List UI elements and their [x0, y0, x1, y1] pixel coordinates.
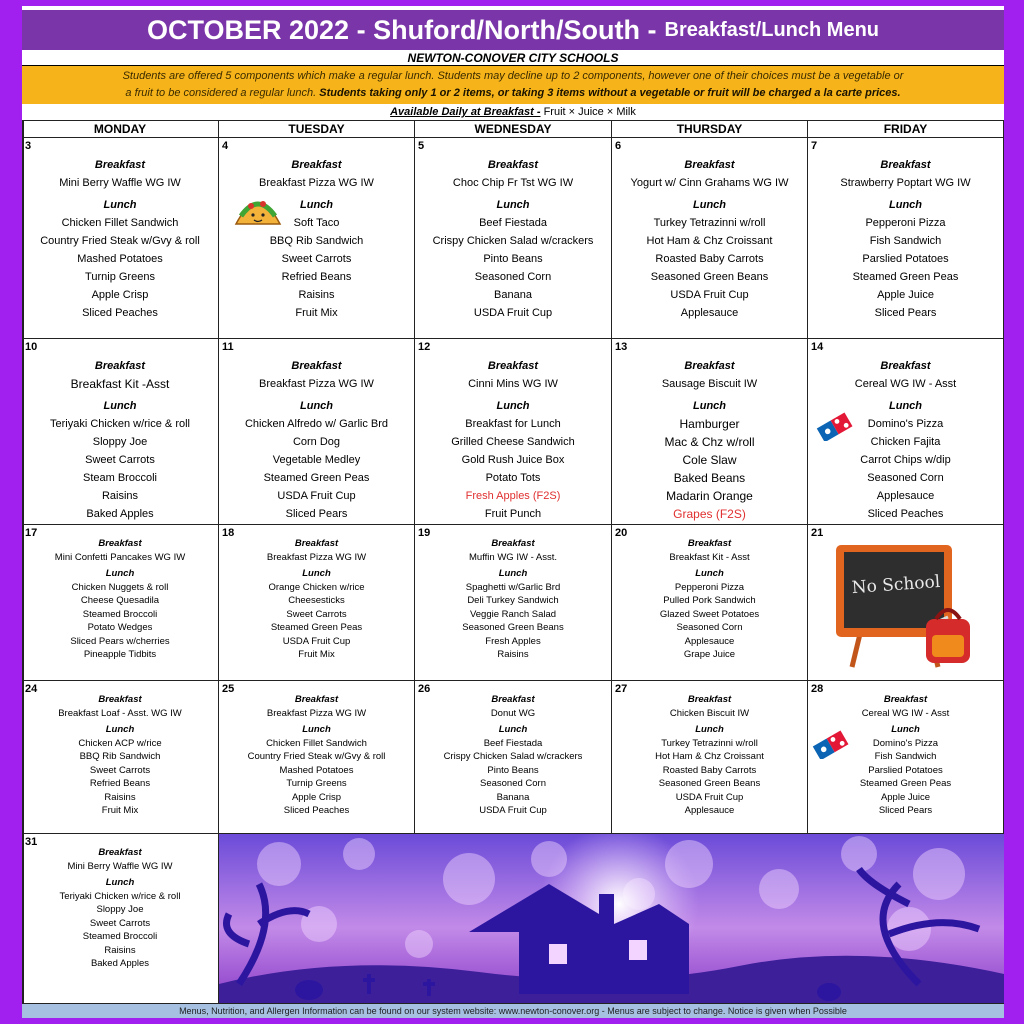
lunch-item: Gold Rush Juice Box — [461, 454, 565, 466]
breakfast-item: Breakfast Loaf - Asst. WG IW — [58, 707, 182, 719]
lunch-item: Pepperoni Pizza — [674, 581, 745, 593]
lunch-item: Chicken ACP w/rice — [78, 737, 162, 749]
lunch-item: Chicken Alfredo w/ Garlic Brd — [244, 418, 389, 430]
lunch-item: Veggie Ranch Salad — [469, 608, 557, 620]
lunch-item: Cheese Quesadila — [80, 595, 160, 606]
breakfast-item: Mini Confetti Pancakes WG IW — [54, 551, 186, 563]
lunch-label: Lunch — [300, 199, 333, 211]
breakfast-item: Breakfast Kit - Asst — [669, 551, 750, 563]
lunch-item: Sloppy Joe — [96, 904, 144, 915]
daily-items: Fruit × Juice × Milk — [543, 106, 636, 118]
day-menu — [219, 537, 414, 662]
lunch-item: Domino's Pizza — [872, 737, 939, 749]
day-cell — [808, 525, 1004, 681]
lunch-item: Glazed Sweet Potatoes — [659, 608, 760, 620]
lunch-item: Country Fried Steak w/Gvy & roll — [40, 235, 200, 247]
lunch-label: Lunch — [889, 400, 922, 412]
day-header-monday: MONDAY — [22, 120, 219, 138]
breakfast-item: Breakfast Pizza WG IW — [259, 177, 374, 189]
lunch-item: Sliced Pears — [874, 307, 937, 319]
lunch-label: Lunch — [498, 724, 528, 735]
lunch-item: Roasted Baby Carrots — [662, 764, 757, 776]
day-menu — [219, 693, 414, 818]
lunch-item: Sliced Peaches — [867, 508, 944, 520]
lunch-item: Cheesesticks — [288, 595, 345, 606]
dominos-logo-icon — [810, 729, 852, 759]
lunch-item: Pepperoni Pizza — [865, 217, 946, 229]
lunch-item: Mashed Potatoes — [279, 764, 354, 776]
day-number: 27 — [615, 683, 628, 695]
day-menu — [219, 156, 414, 322]
day-header-wednesday: WEDNESDAY — [415, 120, 612, 138]
lunch-label: Lunch — [889, 199, 922, 211]
day-cell — [415, 525, 612, 681]
day-menu — [612, 693, 807, 818]
day-number: 25 — [222, 683, 235, 695]
breakfast-label: Breakfast — [94, 159, 146, 171]
day-number: 13 — [615, 341, 628, 353]
breakfast-item: Mini Berry Waffle WG IW — [67, 860, 173, 872]
lunch-item: Banana — [496, 791, 530, 803]
lunch-item: Baked Beans — [673, 471, 746, 485]
lunch-item: BBQ Rib Sandwich — [269, 235, 364, 247]
day-cell — [415, 681, 612, 834]
lunch-item: Parslied Potatoes — [868, 764, 943, 776]
day-cell — [808, 138, 1004, 339]
lunch-item: Baked Apples — [86, 508, 154, 520]
day-number: 19 — [418, 527, 431, 539]
lunch-item: Sliced Peaches — [82, 307, 158, 319]
day-menu — [415, 537, 611, 662]
lunch-item: Crispy Chicken Salad w/crackers — [432, 235, 594, 247]
lunch-item: Steamed Green Peas — [859, 778, 952, 789]
lunch-item: Country Fried Steak w/Gvy & roll — [247, 751, 386, 762]
lunch-item: Applesauce — [876, 490, 935, 502]
lunch-item: Soft Taco — [293, 217, 340, 229]
lunch-item: Turkey Tetrazinni w/roll — [661, 737, 758, 749]
lunch-item: USDA Fruit Cup — [479, 805, 547, 816]
breakfast-item: Choc Chip Fr Tst WG IW — [452, 177, 574, 189]
day-cell — [415, 138, 612, 339]
lunch-item: Grilled Cheese Sandwich — [451, 436, 575, 448]
lunch-item: Raisins — [101, 490, 139, 502]
lunch-item: Apple Juice — [877, 289, 934, 301]
breakfast-item: Breakfast Pizza WG IW — [259, 378, 374, 390]
breakfast-label: Breakfast — [491, 694, 535, 705]
lunch-item: Beef Fiestada — [479, 217, 547, 229]
lunch-item: Mac & Chz w/roll — [664, 435, 755, 449]
day-cell — [219, 525, 415, 681]
lunch-item: Seasoned Corn — [479, 778, 547, 789]
lunch-item: Sweet Carrots — [85, 454, 155, 466]
lunch-item: Orange Chicken w/rice — [268, 581, 365, 593]
lunch-item: Breakfast for Lunch — [465, 418, 561, 430]
lunch-item: Hot Ham & Chz Croissant — [646, 235, 773, 247]
breakfast-label: Breakfast — [491, 538, 535, 549]
breakfast-item: Cereal WG IW - Asst — [861, 707, 950, 719]
day-number: 28 — [811, 683, 824, 695]
breakfast-label: Breakfast — [94, 360, 146, 372]
lunch-item: USDA Fruit Cup — [675, 791, 744, 803]
notice-line-2 — [22, 85, 1004, 102]
breakfast-label: Breakfast — [684, 159, 735, 171]
lunch-item: Potato Tots — [485, 472, 541, 484]
day-cell — [808, 681, 1004, 834]
lunch-item: Seasoned Green Beans — [650, 271, 769, 283]
page-title: OCTOBER 2022 - Shuford/North/South - — [147, 14, 657, 45]
breakfast-item: Chicken Biscuit IW — [669, 707, 750, 719]
no-school-text: No School — [851, 571, 941, 599]
lunch-item: Applesauce — [684, 805, 735, 816]
lunch-item: Sliced Pears — [285, 508, 348, 520]
lunch-item: Pulled Pork Sandwich — [663, 595, 756, 606]
breakfast-item: Breakfast Kit -Asst — [70, 377, 170, 391]
lunch-item: Steamed Green Peas — [263, 472, 370, 484]
lunch-label: Lunch — [693, 199, 726, 211]
lunch-item: Fruit Mix — [295, 307, 338, 319]
day-cell — [219, 339, 415, 525]
day-cell — [22, 525, 219, 681]
day-menu — [22, 156, 218, 322]
day-cell — [612, 525, 808, 681]
day-cell — [612, 681, 808, 834]
lunch-item: Madarin Orange — [666, 489, 753, 503]
breakfast-item: Sausage Biscuit IW — [661, 378, 758, 390]
breakfast-item: Breakfast Pizza WG IW — [266, 707, 367, 719]
breakfast-label: Breakfast — [291, 360, 342, 372]
lunch-item: Banana — [494, 289, 532, 301]
lunch-item: Apple Juice — [880, 791, 931, 803]
day-number: 11 — [222, 341, 234, 353]
lunch-item: Fish Sandwich — [869, 235, 942, 247]
day-cell — [22, 138, 219, 339]
lunch-item: Sweet Carrots — [281, 253, 352, 265]
daily-label: Available Daily at Breakfast - — [390, 106, 541, 118]
lunch-item: Fresh Apples — [485, 635, 541, 647]
day-header-friday: FRIDAY — [808, 120, 1004, 138]
lunch-item: Chicken Fillet Sandwich — [266, 737, 367, 749]
breakfast-item: Breakfast Pizza WG IW — [266, 551, 367, 563]
lunch-item: Parslied Potatoes — [862, 253, 949, 265]
day-cell — [219, 681, 415, 834]
day-number: 20 — [615, 527, 628, 539]
lunch-label: Lunch — [300, 400, 333, 412]
lunch-label: Lunch — [302, 568, 331, 579]
day-menu — [612, 537, 807, 662]
breakfast-label: Breakfast — [98, 538, 142, 549]
day-number: 5 — [418, 140, 425, 152]
day-cell — [22, 339, 219, 525]
breakfast-label: Breakfast — [98, 847, 142, 858]
day-cell — [612, 138, 808, 339]
lunch-item: Apple Crisp — [291, 791, 342, 803]
taco-icon — [233, 190, 283, 230]
lunch-item: BBQ Rib Sandwich — [79, 751, 161, 762]
menu-sheet — [22, 6, 1004, 1018]
lunch-item: Turnip Greens — [286, 778, 347, 789]
lunch-item: Turnip Greens — [85, 271, 155, 283]
day-number: 6 — [615, 140, 622, 152]
day-number: 21 — [811, 527, 824, 539]
day-menu — [22, 357, 218, 523]
breakfast-item: Muffin WG IW - Asst. — [469, 551, 557, 563]
breakfast-label: Breakfast — [98, 694, 142, 705]
breakfast-item: Cinni Mins WG IW — [468, 378, 558, 390]
lunch-item: Raisins — [104, 791, 136, 803]
lunch-item: Sloppy Joe — [92, 436, 148, 448]
day-number: 26 — [418, 683, 431, 695]
day-number: 4 — [222, 140, 229, 152]
lunch-item: Sliced Peaches — [283, 805, 350, 816]
lunch-item: Roasted Baby Carrots — [655, 253, 764, 265]
day-menu — [415, 357, 611, 523]
day-cell — [612, 339, 808, 525]
lunch-item: Pinto Beans — [483, 253, 543, 265]
lunch-item: Sweet Carrots — [89, 917, 151, 929]
lunch-item: USDA Fruit Cup — [473, 307, 553, 319]
day-menu — [219, 357, 414, 523]
day-cell — [808, 339, 1004, 525]
lunch-item: Teriyaki Chicken w/rice & roll — [50, 418, 190, 430]
day-header-tuesday: TUESDAY — [219, 120, 415, 138]
lunch-item: Applesauce — [684, 635, 735, 647]
lunch-item: Sliced Pears w/cherries — [70, 635, 170, 647]
lunch-item: Cole Slaw — [682, 453, 737, 467]
lunch-label: Lunch — [103, 400, 137, 412]
breakfast-label: Breakfast — [291, 159, 342, 171]
day-number: 18 — [222, 527, 235, 539]
lunch-item: Fruit Punch — [484, 508, 542, 520]
lunch-item: Domino's Pizza — [867, 418, 944, 430]
breakfast-label: Breakfast — [684, 360, 735, 372]
lunch-item: Sweet Carrots — [89, 764, 151, 776]
notice-line-2-plain: a fruit to be considered a regular lunch. — [125, 87, 317, 99]
lunch-item: USDA Fruit Cup — [282, 635, 351, 647]
day-number: 17 — [25, 527, 38, 539]
daily-breakfast-line — [22, 104, 1004, 120]
lunch-item: Fish Sandwich — [874, 751, 937, 762]
breakfast-label: Breakfast — [880, 360, 931, 372]
lunch-item: Beef Fiestada — [483, 737, 543, 749]
haunted-house-image — [219, 834, 1004, 1004]
lunch-item: Steam Broccoli — [83, 472, 157, 484]
lunch-item: Steamed Broccoli — [82, 931, 158, 942]
lunch-item: Hamburger — [679, 417, 740, 431]
lunch-item: Pinto Beans — [487, 764, 539, 776]
lunch-item: Steamed Green Peas — [852, 271, 959, 283]
lunch-item: Steamed Green Peas — [270, 622, 363, 633]
lunch-item: Spaghetti w/Garlic Brd — [465, 581, 561, 593]
halloween-picture — [219, 834, 1004, 1004]
lunch-label: Lunch — [105, 568, 135, 579]
lunch-item: Turkey Tetrazinni w/roll — [653, 217, 766, 229]
lunch-label: Lunch — [891, 724, 920, 735]
lunch-item: Corn Dog — [292, 436, 341, 448]
lunch-item: Fruit Mix — [298, 649, 335, 660]
lunch-item: Refried Beans — [281, 271, 352, 283]
lunch-label: Lunch — [695, 568, 724, 579]
lunch-item: Refried Beans — [89, 778, 151, 789]
lunch-label: Lunch — [496, 199, 530, 211]
lunch-item: Chicken Nuggets & roll — [71, 581, 169, 593]
lunch-item: Steamed Broccoli — [82, 608, 158, 620]
breakfast-label: Breakfast — [294, 694, 339, 705]
day-cell — [22, 834, 219, 1004]
day-menu — [808, 156, 1003, 322]
lunch-item: Seasoned Corn — [867, 472, 944, 484]
page-subtitle: Breakfast/Lunch Menu — [664, 18, 879, 41]
lunch-item: Seasoned Green Beans — [462, 622, 564, 633]
lunch-item: Pineapple Tidbits — [83, 649, 157, 660]
day-menu — [415, 156, 611, 322]
day-menu — [22, 537, 218, 662]
lunch-item: Raisins — [497, 649, 529, 660]
breakfast-item: Yogurt w/ Cinn Grahams WG IW — [630, 177, 789, 189]
day-number: 24 — [25, 683, 38, 695]
lunch-item: Potato Wedges — [87, 622, 153, 633]
lunch-label: Lunch — [302, 724, 331, 735]
lunch-item: USDA Fruit Cup — [277, 490, 356, 502]
calendar-grid — [22, 120, 1004, 1004]
day-menu — [22, 693, 218, 818]
lunch-item: Apple Crisp — [91, 289, 149, 301]
lunch-label: Lunch — [496, 400, 530, 412]
breakfast-label: Breakfast — [487, 159, 539, 171]
lunch-item: Chicken Fillet Sandwich — [61, 217, 179, 229]
day-number: 7 — [811, 140, 818, 152]
breakfast-label: Breakfast — [687, 694, 732, 705]
lunch-label: Lunch — [105, 877, 135, 888]
day-cell — [22, 681, 219, 834]
lunch-item: Seasoned Corn — [676, 622, 743, 633]
notice-line-2-bold: Students taking only 1 or 2 items, or taking 3 items without a vegetable or fruit will be charged a la carte prices. — [319, 87, 901, 99]
breakfast-item: Cereal WG IW - Asst — [854, 378, 957, 390]
day-number: 3 — [25, 140, 32, 152]
lunch-item: Baked Apples — [90, 958, 150, 969]
day-cell — [415, 339, 612, 525]
lunch-item: Sweet Carrots — [286, 608, 347, 620]
lunch-item: Mashed Potatoes — [77, 253, 163, 265]
footer-note: Menus, Nutrition, and Allergen Information can be found on our system website: www.newton-conover.org - Menus are subject to change. Notice is given when Possible — [22, 1004, 1004, 1018]
day-cell — [219, 138, 415, 339]
lunch-item: Deli Turkey Sandwich — [467, 595, 559, 606]
day-menu — [612, 357, 807, 523]
day-menu — [415, 693, 611, 818]
lunch-item: Grape Juice — [683, 649, 736, 660]
breakfast-item: Strawberry Poptart WG IW — [840, 177, 971, 189]
lunch-item: USDA Fruit Cup — [670, 289, 749, 301]
breakfast-label: Breakfast — [687, 538, 732, 549]
lunch-item: Seasoned Corn — [474, 271, 552, 283]
lunch-item: Crispy Chicken Salad w/crackers — [443, 751, 583, 762]
breakfast-label: Breakfast — [880, 159, 931, 171]
lunch-label: Lunch — [103, 199, 137, 211]
day-header-thursday: THURSDAY — [612, 120, 808, 138]
lunch-item: Hot Ham & Chz Croissant — [655, 751, 764, 762]
day-number: 14 — [811, 341, 824, 353]
lunch-label: Lunch — [693, 400, 726, 412]
day-number: 31 — [25, 836, 38, 848]
dominos-logo-icon — [814, 411, 856, 441]
breakfast-item: Donut WG — [490, 707, 536, 719]
lunch-item: Fresh Apples (F2S) — [465, 490, 561, 502]
lunch-item: Fruit Mix — [101, 805, 139, 816]
district-name: NEWTON-CONOVER CITY SCHOOLS — [22, 50, 1004, 66]
lunch-label: Lunch — [498, 568, 528, 579]
title-bar — [22, 10, 1004, 50]
lunch-item: Raisins — [298, 289, 335, 301]
breakfast-item: Mini Berry Waffle WG IW — [59, 177, 181, 189]
grid-left-border — [22, 120, 24, 1004]
lunch-item: Carrot Chips w/dip — [860, 454, 951, 466]
lunch-item: Sliced Pears — [878, 805, 933, 816]
lunch-item: Teriyaki Chicken w/rice & roll — [59, 890, 181, 902]
day-number: 10 — [25, 341, 38, 353]
day-number: 12 — [418, 341, 431, 353]
lunch-item: Grapes (F2S) — [673, 507, 746, 521]
lunch-item: Chicken Fajita — [870, 436, 941, 448]
breakfast-label: Breakfast — [487, 360, 539, 372]
day-menu — [22, 846, 218, 971]
lunch-item: Seasoned Green Beans — [658, 778, 761, 789]
breakfast-label: Breakfast — [883, 694, 928, 705]
chalkboard-backpack-icon — [830, 539, 980, 669]
lunch-item: Applesauce — [680, 307, 739, 319]
lunch-label: Lunch — [695, 724, 724, 735]
pricing-notice — [22, 66, 1004, 104]
lunch-item: Raisins — [104, 944, 136, 956]
breakfast-label: Breakfast — [294, 538, 339, 549]
lunch-item: Vegetable Medley — [272, 454, 361, 466]
day-menu — [612, 156, 807, 322]
notice-line-1: Students are offered 5 components which make a regular lunch. Students may decline up to 2 components, however one of their choices must be a vegetable or — [122, 70, 904, 82]
lunch-label: Lunch — [105, 724, 135, 735]
